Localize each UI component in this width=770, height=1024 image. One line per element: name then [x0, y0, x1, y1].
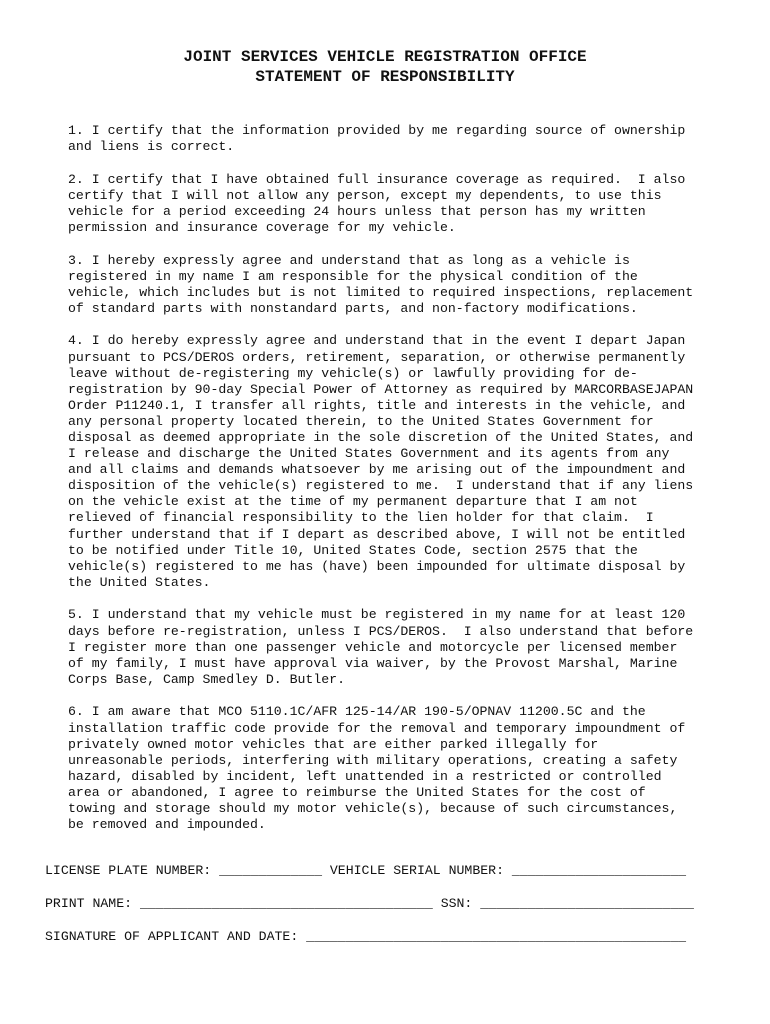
- license-plate-and-serial-field[interactable]: LICENSE PLATE NUMBER: _____________ VEHICLE SERIAL NUMBER: ______________________: [45, 863, 687, 878]
- paragraph-line: registration by 90-day Special Power of Attorney as required by MARCORBASEJAPAN: [68, 381, 694, 397]
- statement-paragraph-3: [68, 253, 738, 317]
- paragraph-line: relieved of financial responsibility to the lien holder for that claim. I: [68, 510, 654, 526]
- paragraph-line: further understand that if I depart as described above, I will not be entitled: [68, 526, 686, 542]
- statement-paragraph-2: [68, 172, 738, 236]
- paragraph-line: I register more than one passenger vehicle and motorcycle per licensed member: [68, 639, 678, 655]
- paragraph-line: 3. I hereby expressly agree and understand that as long as a vehicle is: [68, 252, 630, 268]
- paragraph-line: area or abandoned, I agree to reimburse the United States for the cost of: [68, 784, 646, 800]
- paragraph-line: 2. I certify that I have obtained full insurance coverage as required. I also: [68, 171, 686, 187]
- paragraph-line: 4. I do hereby expressly agree and understand that in the event I depart Japan: [68, 333, 686, 349]
- paragraph-line: and all claims and demands whatsoever by me arising out of the impoundment and: [68, 462, 686, 478]
- paragraph-line: 6. I am aware that MCO 5110.1C/AFR 125-14/AR 190-5/OPNAV 11200.5C and the: [68, 704, 646, 720]
- statement-body: [68, 123, 738, 850]
- paragraph-line: Order P11240.1, I transfer all rights, title and interests in the vehicle, and: [68, 397, 686, 413]
- paragraph-line: of standard parts with nonstandard parts, and non-factory modifications.: [68, 300, 638, 316]
- paragraph-line: permission and insurance coverage for my vehicle.: [68, 219, 456, 235]
- paragraph-line: days before re-registration, unless I PCS/DEROS. I also understand that before: [68, 623, 694, 639]
- paragraph-line: any personal property located therein, to the United States Government for: [68, 413, 654, 429]
- paragraph-line: installation traffic code provide for the removal and temporary impoundment of: [68, 720, 686, 736]
- title-line-1: JOINT SERVICES VEHICLE REGISTRATION OFFICE: [183, 48, 587, 66]
- paragraph-line: vehicle(s) registered to me has (have) been impounded for ultimate disposal by: [68, 558, 686, 574]
- paragraph-line: and liens is correct.: [68, 139, 235, 155]
- paragraph-line: disposition of the vehicle(s) registered to me. I understand that if any liens: [68, 478, 694, 494]
- paragraph-line: certify that I will not allow any person, except my dependents, to use this: [68, 187, 662, 203]
- paragraph-line: Corps Base, Camp Smedley D. Butler.: [68, 671, 345, 687]
- print-name-and-ssn-field[interactable]: PRINT NAME: _____________________________________ SSN: ___________________________: [45, 896, 694, 911]
- paragraph-line: vehicle for a period exceeding 24 hours unless that person has my written: [68, 203, 646, 219]
- paragraph-line: the United States.: [68, 574, 211, 590]
- statement-paragraph-6: [68, 704, 738, 833]
- paragraph-line: 1. I certify that the information provided by me regarding source of ownership: [68, 123, 686, 138]
- paragraph-line: towing and storage should my motor vehicle(s), because of such circumstances,: [68, 800, 678, 816]
- paragraph-line: privately owned motor vehicles that are either parked illegally for: [68, 736, 599, 752]
- document-title: [0, 47, 770, 87]
- statement-paragraph-1: [68, 123, 738, 155]
- paragraph-line: unreasonable periods, interfering with military operations, creating a safety: [68, 752, 678, 768]
- paragraph-line: on the vehicle exist at the time of my permanent departure that I am not: [68, 494, 638, 510]
- paragraph-line: 5. I understand that my vehicle must be registered in my name for at least 120: [68, 607, 686, 623]
- paragraph-line: leave without de-registering my vehicle(s) or lawfully providing for de-: [68, 365, 638, 381]
- paragraph-line: hazard, disabled by incident, left unattended in a restricted or controlled: [68, 768, 662, 784]
- paragraph-line: to be notified under Title 10, United States Code, section 2575 that the: [68, 542, 638, 558]
- signature-and-date-field[interactable]: SIGNATURE OF APPLICANT AND DATE: ________________________________________________: [45, 929, 687, 944]
- title-line-2: STATEMENT OF RESPONSIBILITY: [255, 68, 515, 86]
- paragraph-line: of my family, I must have approval via waiver, by the Provost Marshal, Marine: [68, 655, 678, 671]
- paragraph-line: vehicle, which includes but is not limited to required inspections, replacement: [68, 284, 694, 300]
- paragraph-line: I release and discharge the United States Government and its agents from any: [68, 446, 670, 462]
- paragraph-line: be removed and impounded.: [68, 817, 266, 833]
- paragraph-line: registered in my name I am responsible for the physical condition of the: [68, 268, 638, 284]
- statement-paragraph-4: [68, 333, 738, 591]
- paragraph-line: disposal as deemed appropriate in the sole discretion of the United States, and: [68, 430, 694, 445]
- paragraph-line: pursuant to PCS/DEROS orders, retirement, separation, or otherwise permanently: [68, 349, 686, 365]
- statement-paragraph-5: [68, 607, 738, 687]
